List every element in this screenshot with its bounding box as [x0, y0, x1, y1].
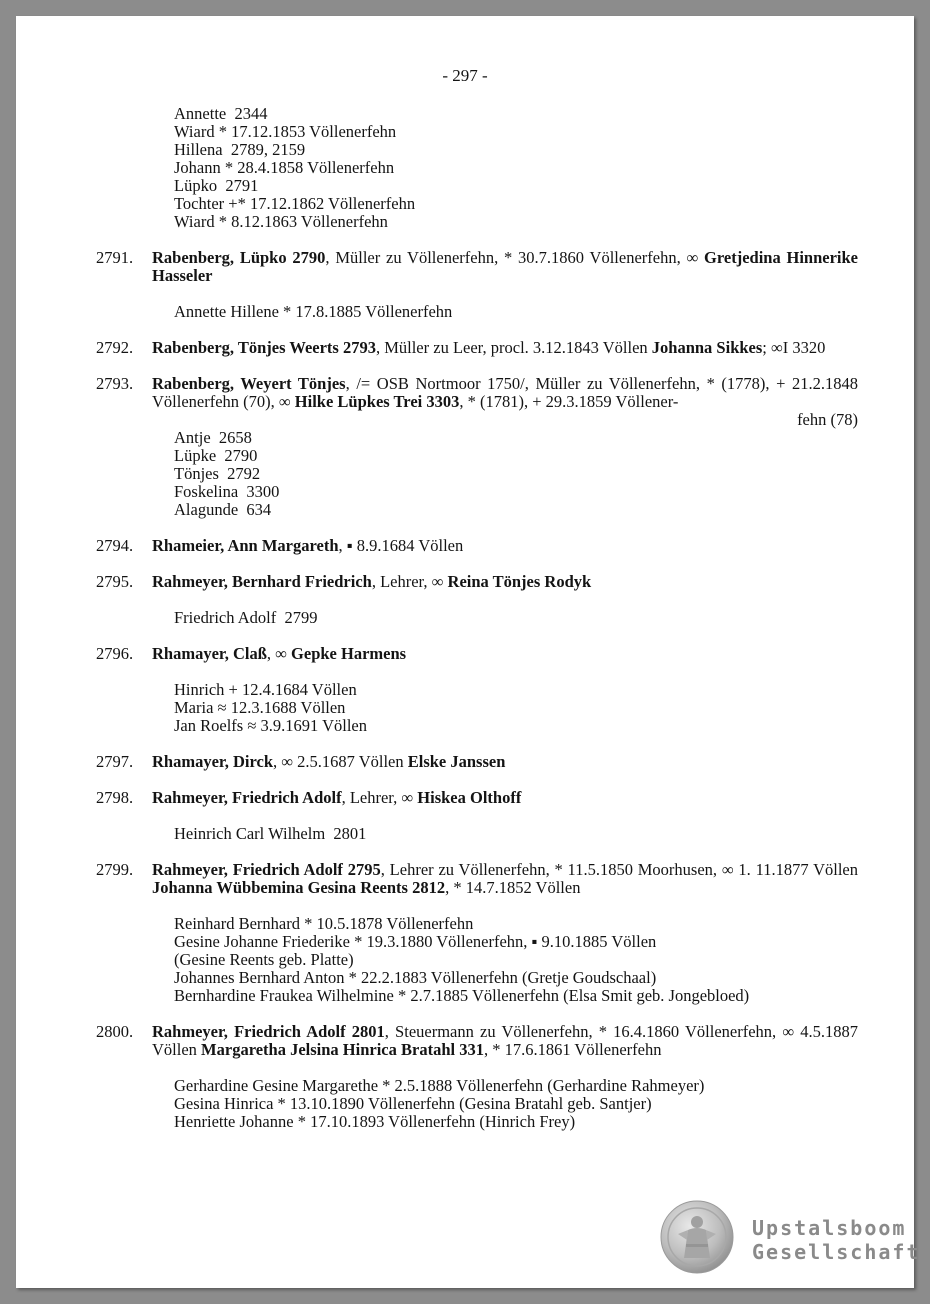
person-name: Rhamayer, Claß	[152, 644, 267, 663]
entry-details: , ∞	[266, 644, 292, 663]
person-name: Rahmeyer, Friedrich Adolf 2795	[152, 860, 381, 879]
entry-2799	[96, 861, 858, 1005]
entry-text	[152, 861, 858, 897]
children-list	[152, 609, 858, 627]
list-item: Bernhardine Fraukea Wilhelmine * 2.7.1885 Völlenerfehn (Elsa Smit geb. Jongebloed)	[174, 986, 750, 1005]
entry-details: , Müller zu Leer, procl. 3.12.1843 Völlen	[375, 338, 652, 357]
children-list	[152, 915, 858, 1005]
spouse-name: Hiskea Olthoff	[417, 788, 522, 807]
list-item: Lüpke 2790	[174, 446, 258, 465]
entry-number: 2797.	[96, 752, 134, 771]
list-item: Heinrich Carl Wilhelm 2801	[174, 824, 367, 843]
entry-details-tail: , * 17.6.1861 Völlenerfehn	[483, 1040, 662, 1059]
person-name: Rhameier, Ann Margareth	[152, 536, 339, 555]
person-name: Rahmeyer, Friedrich Adolf	[152, 788, 342, 807]
entry-text	[152, 1023, 858, 1059]
entry-2798	[96, 789, 858, 843]
person-name: Rabenberg, Weyert Tönjes	[152, 374, 346, 393]
entry-number: 2791.	[96, 248, 134, 267]
logo-line-1: Upstalsboom	[752, 1216, 907, 1240]
spouse-name: Elske Janssen	[407, 752, 506, 771]
entry-text	[152, 249, 858, 285]
entry-2800	[96, 1023, 858, 1131]
list-item: Annette 2344	[174, 104, 268, 123]
society-logo	[658, 1200, 921, 1280]
list-item: Hillena 2789, 2159	[174, 140, 306, 159]
entry-number: 2798.	[96, 788, 134, 807]
entry-text	[152, 537, 858, 555]
list-item: (Gesine Reents geb. Platte)	[174, 950, 354, 969]
list-item: Tochter +* 17.12.1862 Völlenerfehn	[174, 194, 416, 213]
entry-2791	[96, 249, 858, 321]
list-item: Friedrich Adolf 2799	[174, 608, 318, 627]
list-item: Johannes Bernhard Anton * 22.2.1883 Völlenerfehn (Gretje Goudschaal)	[174, 968, 657, 987]
entry-2796	[96, 645, 858, 735]
spouse-name: Hilke Lüpkes Trei 3303	[294, 392, 460, 411]
entry-details: , ▪ 8.9.1684 Völlen	[338, 536, 464, 555]
list-item: Hinrich + 12.4.1684 Völlen	[174, 680, 357, 699]
children-list	[152, 825, 858, 843]
logo-line-2: Gesellschaft	[752, 1240, 921, 1264]
document-content	[96, 105, 858, 1131]
entry-2797	[96, 753, 858, 771]
list-item: Gerhardine Gesine Margarethe * 2.5.1888 Völlenerfehn (Gerhardine Rahmeyer)	[174, 1076, 705, 1095]
entry-number: 2794.	[96, 536, 134, 555]
spouse-name: Gepke Harmens	[291, 644, 407, 663]
list-item: Annette Hillene * 17.8.1885 Völlenerfehn	[174, 302, 453, 321]
children-list	[152, 429, 858, 519]
entry-details-end: fehn (78)	[797, 410, 858, 429]
entry-text	[152, 645, 858, 663]
entry-text	[152, 375, 858, 429]
entry-details-tail: , * 14.7.1852 Völlen	[445, 878, 581, 897]
entry-2793	[96, 375, 858, 519]
list-item: Wiard * 8.12.1863 Völlenerfehn	[174, 212, 388, 231]
entry-details: , Lehrer, ∞	[341, 788, 418, 807]
list-item: Reinhard Bernhard * 10.5.1878 Völlenerfehn	[174, 914, 474, 933]
entry-2795	[96, 573, 858, 627]
list-item: Wiard * 17.12.1853 Völlenerfehn	[174, 122, 397, 141]
entry-details: , /= OSB Nortmoor 1750/, Müller zu Völlenerfehn, * (1778), + 21.2.1848 Völlenerfehn (70), ∞	[152, 374, 859, 411]
person-name: Rahmeyer, Friedrich Adolf 2801	[152, 1022, 385, 1041]
entry-text	[152, 753, 858, 771]
entry-number: 2799.	[96, 860, 134, 879]
entry-number: 2793.	[96, 374, 134, 393]
person-name: Rahmeyer, Bernhard Friedrich	[152, 572, 372, 591]
person-name: Rabenberg, Lüpko 2790	[152, 248, 326, 267]
children-list	[96, 105, 858, 231]
entry-details: , Steuermann zu Völlenerfehn, * 16.4.1860 Völlenerfehn, ∞ 4.5.1887 Völlen	[152, 1022, 858, 1059]
entry-details: , Lehrer, ∞	[371, 572, 448, 591]
entry-details-tail: ; ∞I 3320	[762, 338, 826, 357]
person-name: Rabenberg, Tönjes Weerts 2793	[152, 338, 376, 357]
entry-text	[152, 789, 858, 807]
logo-text	[752, 1216, 921, 1264]
spouse-name: Margaretha Jelsina Hinrica Bratahl 331	[201, 1040, 484, 1059]
list-item: Gesine Johanne Friederike * 19.3.1880 Völlenerfehn, ▪ 9.10.1885 Völlen	[174, 932, 657, 951]
children-list	[152, 303, 858, 321]
spouse-name: Johanna Sikkes	[651, 338, 763, 357]
children-list	[152, 681, 858, 735]
entry-number: 2796.	[96, 644, 134, 663]
page-number: - 297 -	[442, 66, 488, 85]
entry-2792	[96, 339, 858, 357]
entry-number: 2795.	[96, 572, 134, 591]
entry-number: 2800.	[96, 1022, 134, 1041]
children-list	[152, 1077, 858, 1131]
list-item: Gesina Hinrica * 13.10.1890 Völlenerfehn (Gesina Bratahl geb. Santjer)	[174, 1094, 652, 1113]
entry-details: , Müller zu Völlenerfehn, * 30.7.1860 Völlenerfehn, ∞	[325, 248, 705, 267]
entry-details: , Lehrer zu Völlenerfehn, * 11.5.1850 Moorhusen, ∞ 1. 11.1877 Völlen	[380, 860, 859, 879]
list-item: Johann * 28.4.1858 Völlenerfehn	[174, 158, 395, 177]
list-item: Maria ≈ 12.3.1688 Völlen	[174, 698, 346, 717]
spouse-name: Gretjedina Hinnerike Hasseler	[152, 248, 858, 285]
entry-details: , ∞ 2.5.1687 Völlen	[273, 752, 408, 771]
list-item: Tönjes 2792	[174, 464, 261, 483]
list-item: Jan Roelfs ≈ 3.9.1691 Völlen	[174, 716, 367, 735]
entry-details-tail: , * (1781), + 29.3.1859 Völlener-	[459, 392, 679, 411]
spouse-name: Johanna Wübbemina Gesina Reents 2812	[152, 878, 446, 897]
entry-number: 2792.	[96, 338, 134, 357]
list-item: Antje 2658	[174, 428, 252, 447]
list-item: Henriette Johanne * 17.10.1893 Völlenerfehn (Hinrich Frey)	[174, 1112, 576, 1131]
list-item: Lüpko 2791	[174, 176, 259, 195]
list-item: Foskelina 3300	[174, 482, 280, 501]
entry-text	[152, 573, 858, 591]
seal-icon	[660, 1200, 734, 1274]
list-item: Alagunde 634	[174, 500, 272, 519]
spouse-name: Reina Tönjes Rodyk	[447, 572, 592, 591]
entry-2794	[96, 537, 858, 555]
entry-text	[152, 339, 858, 357]
person-name: Rhamayer, Dirck	[152, 752, 273, 771]
